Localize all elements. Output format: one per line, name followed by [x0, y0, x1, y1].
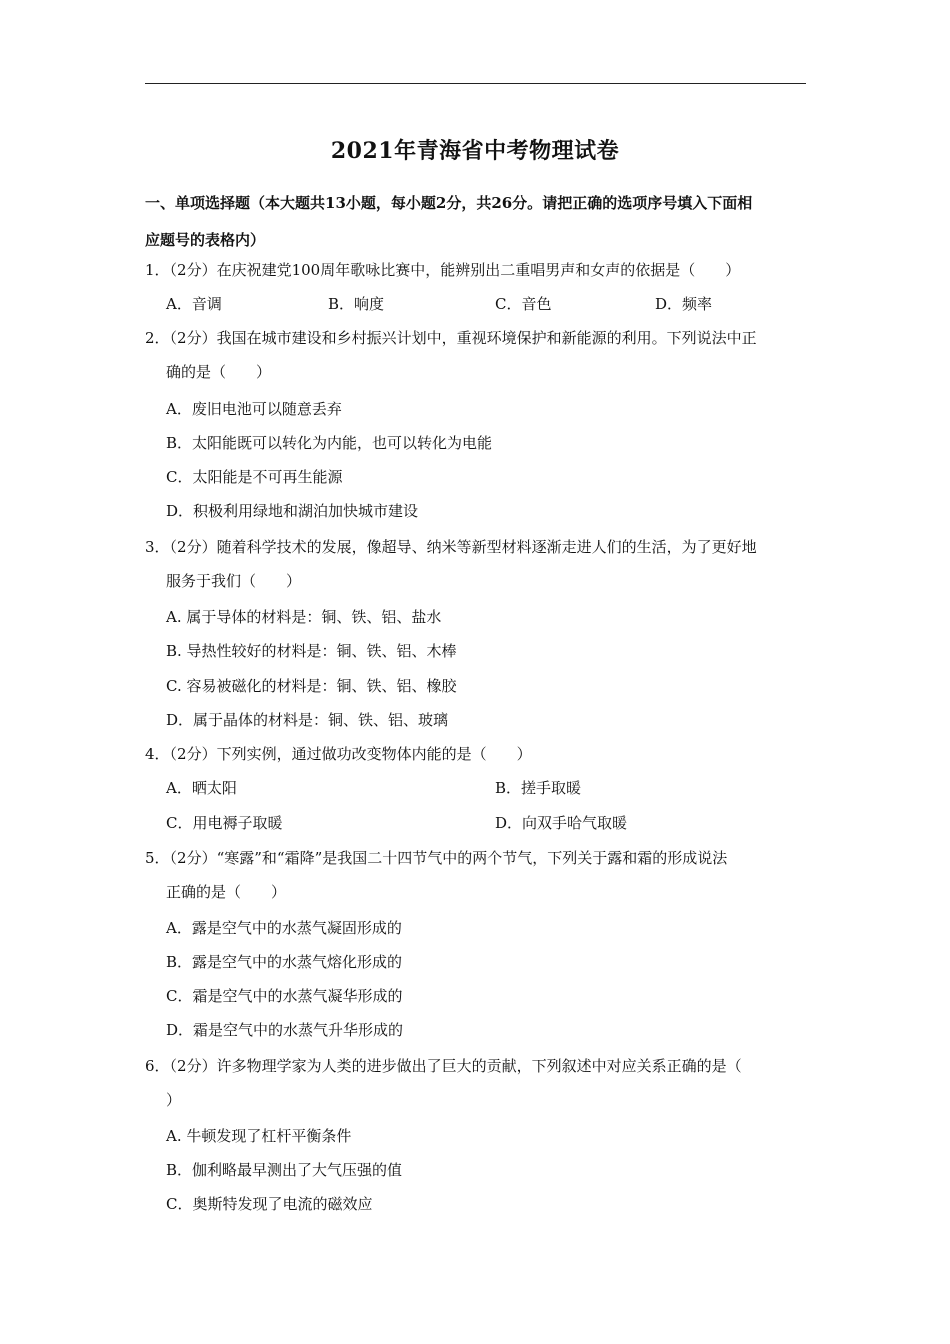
question-number: 4．（2分）: [145, 745, 217, 763]
option-d: D．霜是空气中的水蒸气升华形成的: [166, 1021, 404, 1039]
section-heading-line1: 一、单项选择题（本大题共13小题，每小题2分，共26分。请把正确的选项序号填入下面相: [145, 194, 753, 212]
question-4: [145, 737, 807, 771]
question-3: [145, 530, 807, 598]
question-number: 3．（2分）: [145, 538, 217, 556]
option-a: A．废旧电池可以随意丢弃: [166, 400, 342, 418]
question-stem-continued: 正确的是（ ）: [166, 883, 287, 901]
question-number: 1．（2分）: [145, 261, 217, 279]
question-stem: 我国在城市建设和乡村振兴计划中，重视环境保护和新能源的利用。下列说法中正: [216, 329, 757, 347]
question-number: 6．（2分）: [145, 1057, 217, 1075]
question-stem: 在庆祝建党100周年歌咏比赛中，能辨别出二重唱男声和女声的依据是（ ）: [216, 261, 741, 279]
option-d: D．积极利用绿地和湖泊加快城市建设: [166, 502, 419, 520]
option-a: A．音调: [166, 295, 222, 313]
option-b: B．露是空气中的水蒸气熔化形成的: [166, 953, 403, 971]
option-c: C．用电褥子取暖: [166, 814, 283, 832]
question-stem: 下列实例，通过做功改变物体内能的是（ ）: [216, 745, 532, 763]
option-c: C．霜是空气中的水蒸气凝华形成的: [166, 987, 403, 1005]
question-number: 2．（2分）: [145, 329, 217, 347]
option-d: D．属于晶体的材料是：铜、铁、铝、玻璃: [166, 711, 449, 729]
option-a: A．露是空气中的水蒸气凝固形成的: [166, 919, 402, 937]
option-a: A. 牛顿发现了杠杆平衡条件: [166, 1127, 352, 1145]
option-c: C. 容易被磁化的材料是：铜、铁、铝、橡胶: [166, 677, 457, 695]
page-title: 2021年青海省中考物理试卷: [330, 138, 620, 164]
option-a: A. 属于导体的材料是：铜、铁、铝、盐水: [166, 608, 442, 626]
header-rule: [145, 83, 806, 84]
question-stem-continued: 确的是（ ）: [166, 363, 272, 381]
question-1: [145, 253, 807, 287]
option-b: B．响度: [328, 295, 385, 313]
option-c: C．音色: [495, 295, 552, 313]
question-5: [145, 841, 807, 909]
question-2: [145, 321, 807, 389]
question-stem-continued: 服务于我们（ ）: [166, 572, 302, 590]
question-6: [145, 1049, 807, 1117]
question-stem-continued: ）: [166, 1091, 182, 1109]
option-b: B．太阳能既可以转化为内能，也可以转化为电能: [166, 434, 493, 452]
question-number: 5．（2分）: [145, 849, 217, 867]
option-b: B．伽利略最早测出了大气压强的值: [166, 1161, 403, 1179]
question-stem: 随着科学技术的发展，像超导、纳米等新型材料逐渐走进人们的生活，为了更好地: [216, 538, 757, 556]
section-heading-line2: 应题号的表格内）: [145, 231, 266, 249]
option-b: B. 导热性较好的材料是：铜、铁、铝、木棒: [166, 642, 457, 660]
question-stem: “寒露”和“霜降”是我国二十四节气中的两个节气，下列关于露和霜的形成说法: [216, 849, 728, 867]
option-a: A．晒太阳: [166, 779, 237, 797]
question-stem: 许多物理学家为人类的进步做出了巨大的贡献，下列叙述中对应关系正确的是（: [216, 1057, 742, 1075]
option-d: D．向双手哈气取暖: [495, 814, 628, 832]
option-c: C．奥斯特发现了电流的磁效应: [166, 1195, 373, 1213]
option-b: B．搓手取暖: [495, 779, 582, 797]
option-c: C．太阳能是不可再生能源: [166, 468, 343, 486]
section-heading: [145, 185, 807, 259]
option-d: D．频率: [655, 295, 713, 313]
